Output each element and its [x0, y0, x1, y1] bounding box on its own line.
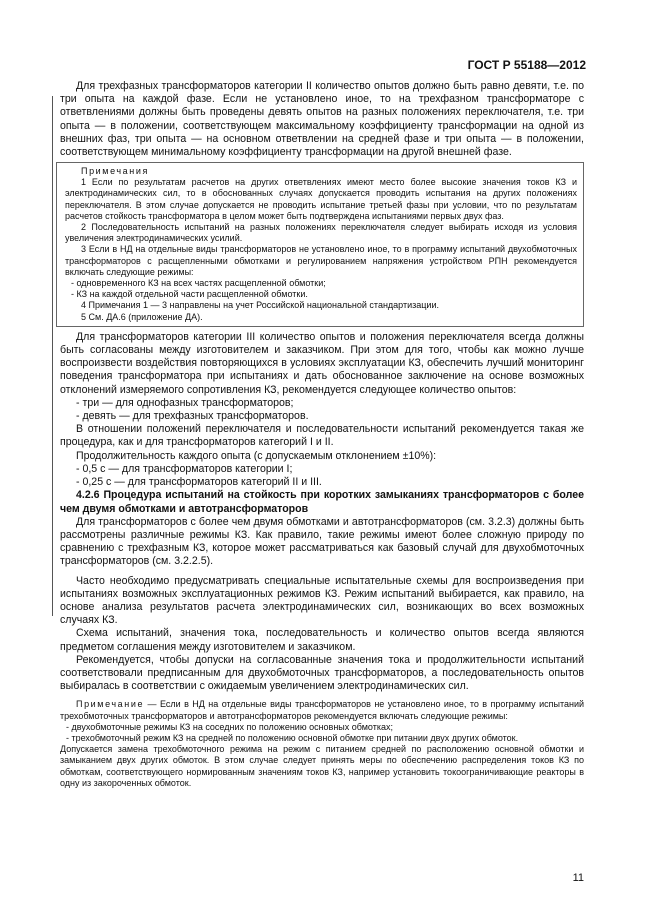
change-bar	[52, 96, 53, 616]
note-text: — Если в НД на отдельные виды трансформаторов не установлено иное, то в программу испытаний трехобмоточных трансформаторов и автотрансформаторов рекомендуется включать следующие режимы:	[60, 699, 584, 721]
note-list-item: - одновременного КЗ на всех частях расщепленной обмотки;	[71, 278, 326, 289]
paragraph: Часто необходимо предусматривать специальные испытательные схемы для воспроизведения при испытаниях возможных эксплуатационных режимов КЗ. Режим испытаний выбирается, как правило, на основе анализа результатов расчета электродинамических сил, возникающих во всех возможных случаях КЗ.	[60, 574, 584, 627]
list-item: - 0,25 с — для трансформаторов категорий II и III.	[76, 476, 322, 489]
paragraph: Для трансформаторов с более чем двумя обмотками и автотрансформаторов (см. 3.2.3) должны быть рассмотрены различные режимы КЗ. Как правило, такие режимы имеют более сложную природу по сравнению с трехфазным КЗ, которое может рассматриваться как базовый случай для двухобмоточных трансформаторов (см. 3.2.2.5).	[60, 515, 584, 568]
note-item: 4 Примечания 1 — 3 направлены на учет Российской национальной стандартизации.	[81, 300, 439, 311]
list-item: - 0,5 с — для трансформаторов категории I;	[76, 462, 293, 475]
note-list-item: - трехобмоточный режим КЗ на средней по положению основной обмотке при питании двух других обмоток.	[66, 732, 519, 743]
list-item: - девять — для трехфазных трансформаторов.	[76, 410, 309, 423]
note-paragraph	[60, 699, 584, 721]
note-tail: Допускается замена трехобмоточного режима на режим с питанием средней по расположению основной обмотки и замыканием двух других обмоток. В этом случае следует принять меры по обеспечению распределения токов КЗ по обмоткам, соответствующего нормированным значениям токов КЗ, например установить токоограничивающие реакторы в одну из закороченных обмоток.	[60, 744, 584, 788]
note-list-item: - двухобмоточные режимы КЗ на соседних по положению основных обмотках;	[66, 721, 393, 732]
note-list-item: - КЗ на каждой отдельной части расщепленной обмотки.	[71, 289, 308, 300]
paragraph: Для трансформаторов категории III количество опытов и положения переключателя всегда должны быть согласованы между изготовителем и заказчиком. При этом для того, чтобы как можно лучше воспроизвести воздействия повторяющихся в условиях эксплуатации КЗ, обеспечить лучший мониторинг поведения трансформатора при испытаниях и дать обоснованное заключение на основе возможных отклонений измеряемого сопротивления КЗ, рекомендуется следующее количество опытов:	[60, 330, 584, 396]
paragraph: Рекомендуется, чтобы допуски на согласованные значения тока и продолжительности испытаний соответствовали предписанным для двухобмоточных трансформаторов, а последовательность опытов выбиралась в соответствии с ожидаемым увеличением электродинамических сил.	[60, 653, 584, 693]
paragraph: Продолжительность каждого опыта (с допускаемым отклонением ±10%):	[76, 449, 437, 462]
note-label: Примечание	[76, 699, 145, 710]
section-heading: 4.2.6 Процедура испытаний на стойкость при коротких замыканиях трансформаторов с более чем двумя обмотками и автотрансформаторов	[60, 489, 584, 515]
page-content	[60, 80, 584, 789]
paragraph: Схема испытаний, значения тока, последовательность и количество опытов всегда являются предметом соглашения между изготовителем и заказчиком.	[60, 627, 584, 653]
list-item: - три — для однофазных трансформаторов;	[76, 396, 294, 409]
paragraph: Для трехфазных трансформаторов категории II количество опытов должно быть равно девяти, т.е. по три опыта на каждой фазе. Если не установлено иное, то на трехфазном трансформаторе с ответвлениями должны быть проведены девять опытов на разных положениях переключателя, т.е. три опыта — в положении, соответствующем максимальному коэффициенту трансформации на одной из внешних фаз, три опыта — на основном ответвлении на средней фазе и три опыта — в положении, соответствующем минимальному коэффициенту трансформации на другой внешней фазе.	[60, 80, 584, 159]
note-item: 3 Если в НД на отдельные виды трансформаторов не установлено иное, то в программу испытаний двухобмоточных трансформаторов с расщепленными обмотками и регулированием напряжения устройством РПН рекомендуется включать следующие режимы:	[65, 244, 577, 277]
note-item: 2 Последовательность испытаний на разных положениях переключателя следует выбирать исходя из условия увеличения электродинамических усилий.	[65, 222, 577, 244]
note-item: 5 См. ДА.6 (приложение ДА).	[81, 311, 203, 322]
notes-title: Примечания	[81, 166, 149, 177]
paragraph: В отношении положений переключателя и последовательности испытаний рекомендуется такая же процедура, как и для трансформаторов категорий I и II.	[60, 423, 584, 449]
note-item: 1 Если по результатам расчетов на других ответвлениях имеют место более высокие значения токов КЗ и электродинамических сил, то в обоснованных случаях допускается проводить испытания на других положениях переключателя. В этом случае допускается не проводить испытание третьей фазы при условии, что по результатам расчетов стойкость трансформатора в целом может быть подтверждена испытаниями первых двух фаз.	[65, 177, 577, 221]
page-number: 11	[572, 872, 584, 884]
document-code: ГОСТ Р 55188—2012	[467, 58, 586, 72]
notes-box	[56, 162, 584, 327]
